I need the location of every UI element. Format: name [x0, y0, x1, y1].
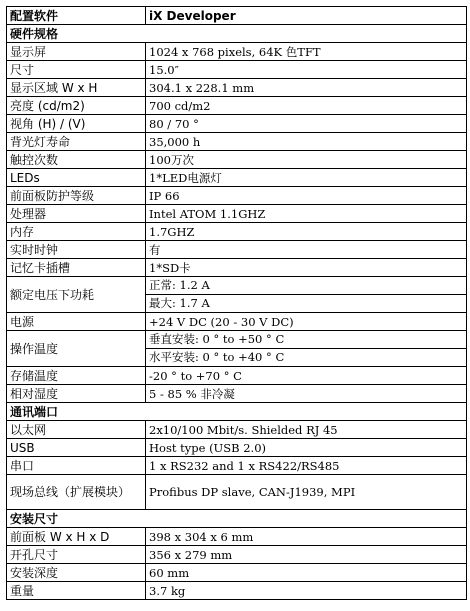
row-value: 15.0″	[146, 61, 467, 79]
row-label: 处理器	[7, 205, 146, 223]
section-header	[7, 25, 467, 43]
row-value: Profibus DP slave, CAN-J1939, MPI	[146, 475, 467, 510]
row-value: 304.1 x 228.1 mm	[146, 79, 467, 97]
row-value-group	[146, 277, 467, 313]
row-label: 前面板 W x H x D	[7, 528, 146, 546]
row-label: 配置软件	[7, 7, 146, 25]
row-label: 触控次数	[7, 151, 146, 169]
row-label: 实时时钟	[7, 241, 146, 259]
table-row	[7, 169, 467, 187]
table-row	[7, 61, 467, 79]
table-row	[7, 457, 467, 475]
row-value: iX Developer	[146, 7, 467, 25]
row-value: 398 x 304 x 6 mm	[146, 528, 467, 546]
row-label: 视角 (H) / (V)	[7, 115, 146, 133]
row-label: 以太网	[7, 421, 146, 439]
row-label: 相对湿度	[7, 385, 146, 403]
table-row	[7, 439, 467, 457]
table-row	[7, 277, 467, 313]
table-row	[7, 582, 467, 600]
section-header	[7, 510, 467, 528]
section-title: 通讯端口	[7, 403, 467, 421]
table-row	[7, 528, 467, 546]
table-row	[7, 43, 467, 61]
table-row	[7, 385, 467, 403]
row-label: 额定电压下功耗	[7, 277, 146, 313]
section-title: 硬件规格	[7, 25, 467, 43]
row-subvalue: 正常: 1.2 A	[149, 278, 210, 292]
table-row	[7, 187, 467, 205]
row-value: 有	[146, 241, 467, 259]
row-value: -20 ° to +70 ° C	[146, 367, 467, 385]
table-row	[7, 79, 467, 97]
row-value: 100万次	[146, 151, 467, 169]
row-subvalue: 最大: 1.7 A	[146, 294, 466, 312]
table-row	[7, 367, 467, 385]
table-row	[7, 475, 467, 510]
row-label: LEDs	[7, 169, 146, 187]
table-row	[7, 564, 467, 582]
table-row	[7, 259, 467, 277]
row-label: 内存	[7, 223, 146, 241]
row-value: 2x10/100 Mbit/s. Shielded RJ 45	[146, 421, 467, 439]
row-label: 串口	[7, 457, 146, 475]
table-row	[7, 313, 467, 331]
row-label: USB	[7, 439, 146, 457]
row-label: 现场总线（扩展模块）	[7, 475, 146, 510]
row-value: Intel ATOM 1.1GHZ	[146, 205, 467, 223]
section-title: 安装尺寸	[7, 510, 467, 528]
table-row	[7, 421, 467, 439]
row-value: 5 - 85 % 非冷凝	[146, 385, 467, 403]
section-header	[7, 403, 467, 421]
row-label: 电源	[7, 313, 146, 331]
row-label: 存储温度	[7, 367, 146, 385]
row-value: 700 cd/m2	[146, 97, 467, 115]
row-label: 前面板防护等级	[7, 187, 146, 205]
table-row	[7, 241, 467, 259]
row-label: 显示屏	[7, 43, 146, 61]
row-value: 1 x RS232 and 1 x RS422/RS485	[146, 457, 467, 475]
row-value: 1024 x 768 pixels, 64K 色TFT	[146, 43, 467, 61]
row-label: 操作温度	[7, 331, 146, 367]
row-value: +24 V DC (20 - 30 V DC)	[146, 313, 467, 331]
row-label: 尺寸	[7, 61, 146, 79]
row-label: 显示区域 W x H	[7, 79, 146, 97]
table-row	[7, 97, 467, 115]
table-row	[7, 205, 467, 223]
row-value: Host type (USB 2.0)	[146, 439, 467, 457]
row-subvalue: 水平安装: 0 ° to +40 ° C	[146, 348, 466, 366]
row-value: 1*SD卡	[146, 259, 467, 277]
table-row	[7, 223, 467, 241]
row-value: 1*LED电源灯	[146, 169, 467, 187]
table-row	[7, 151, 467, 169]
row-value: IP 66	[146, 187, 467, 205]
row-value-group	[146, 331, 467, 367]
row-label: 记忆卡插槽	[7, 259, 146, 277]
table-row	[7, 7, 467, 25]
table-row	[7, 546, 467, 564]
row-value: 35,000 h	[146, 133, 467, 151]
row-value: 3.7 kg	[146, 582, 467, 600]
row-label: 重量	[7, 582, 146, 600]
table-row	[7, 133, 467, 151]
table-row	[7, 115, 467, 133]
row-label: 开孔尺寸	[7, 546, 146, 564]
row-value: 356 x 279 mm	[146, 546, 467, 564]
row-label: 背光灯寿命	[7, 133, 146, 151]
row-value: 1.7GHZ	[146, 223, 467, 241]
spec-table	[6, 6, 467, 600]
row-label: 亮度 (cd/m2)	[7, 97, 146, 115]
row-label: 安装深度	[7, 564, 146, 582]
table-row	[7, 331, 467, 367]
row-value: 80 / 70 °	[146, 115, 467, 133]
row-subvalue: 垂直安装: 0 ° to +50 ° C	[149, 332, 285, 346]
row-value: 60 mm	[146, 564, 467, 582]
